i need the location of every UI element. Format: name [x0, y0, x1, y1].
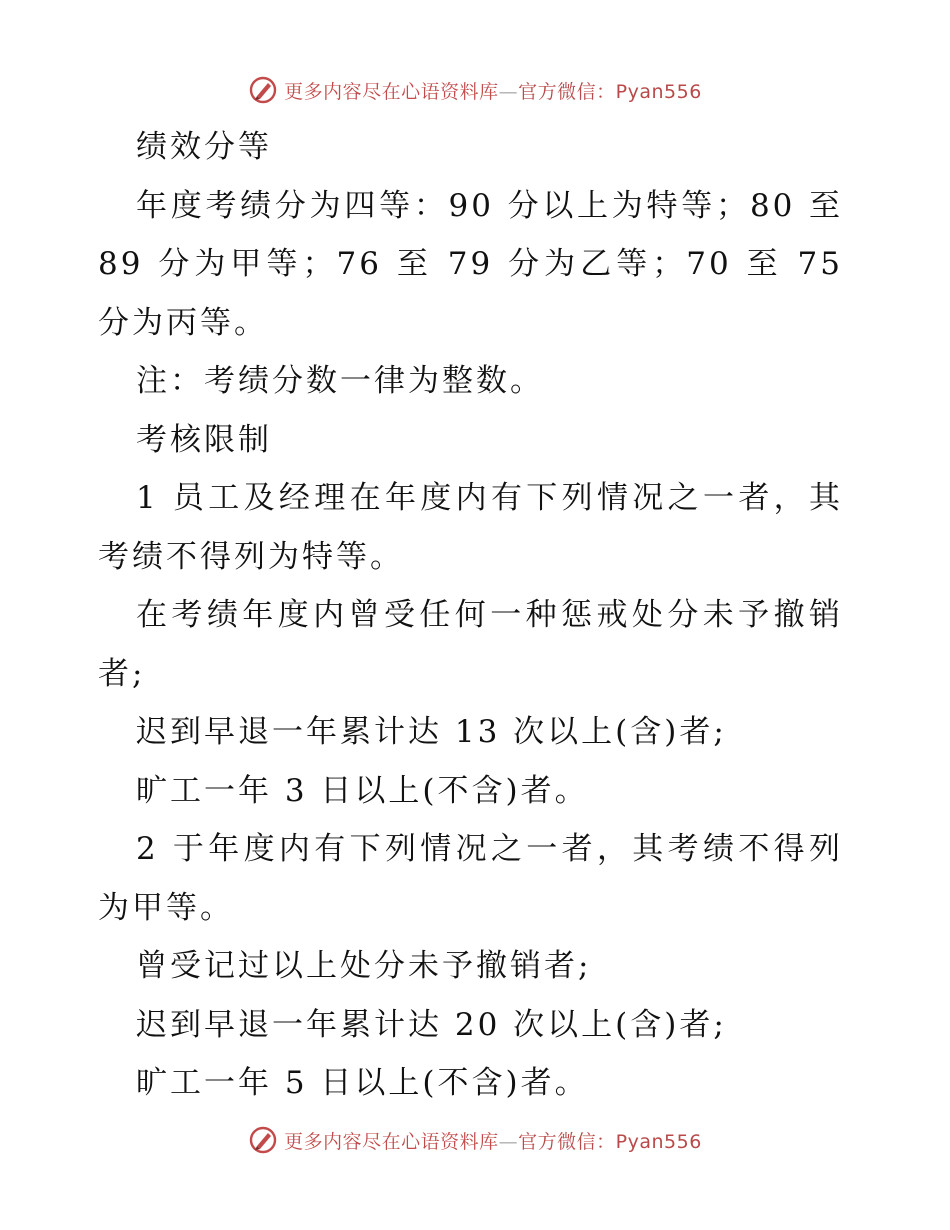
pen-logo-icon — [248, 75, 278, 105]
paragraph-rule-2-item-b: 迟到早退一年累计达 20 次以上(含)者; — [136, 1006, 727, 1043]
header-site-text: 更多内容尽在心语资料库 — [284, 80, 499, 103]
footer-watermark-text — [284, 1127, 702, 1154]
section-heading-grading: 绩效分等 — [136, 129, 272, 165]
paragraph-rule-2-item-a: 曾受记过以上处分未予撤销者; — [136, 948, 592, 984]
section-heading-restrictions: 考核限制 — [136, 421, 272, 458]
paragraph-rule-1-item-b: 迟到早退一年累计达 13 次以上(含)者; — [136, 714, 727, 750]
header-watermark-banner — [0, 70, 950, 110]
footer-watermark-banner — [0, 1120, 950, 1160]
footer-site-text: 更多内容尽在心语资料库 — [284, 1130, 499, 1153]
footer-wechat-text: 官方微信：Pyan556 — [518, 1130, 702, 1153]
footer-dash: — — [498, 1130, 519, 1153]
header-wechat-text: 官方微信：Pyan556 — [518, 80, 702, 103]
paragraph-note: 注：考绩分数一律为整数。 — [136, 363, 544, 399]
pen-logo-icon — [248, 1125, 278, 1155]
document-body — [98, 118, 843, 1113]
paragraph-rule-2: 2 于年度内有下列情况之一者，其考绩不得列为甲等。 — [98, 831, 843, 926]
paragraph-rule-2-item-c: 旷工一年 5 日以上(不含)者。 — [136, 1065, 589, 1101]
paragraph-grade-levels: 年度考绩分为四等：90 分以上为特等；80 至 89 分为甲等；76 至 79 分为乙等；70 至 75 分为丙等。 — [98, 187, 843, 341]
header-watermark-text — [284, 77, 702, 104]
paragraph-rule-1-item-a: 在考绩年度内曾受任何一种惩戒处分未予撤销者; — [98, 597, 843, 692]
header-dash: — — [498, 80, 519, 103]
paragraph-rule-1-item-c: 旷工一年 3 日以上(不含)者。 — [136, 772, 589, 809]
paragraph-rule-1: 1 员工及经理在年度内有下列情况之一者，其考绩不得列为特等。 — [98, 480, 843, 575]
